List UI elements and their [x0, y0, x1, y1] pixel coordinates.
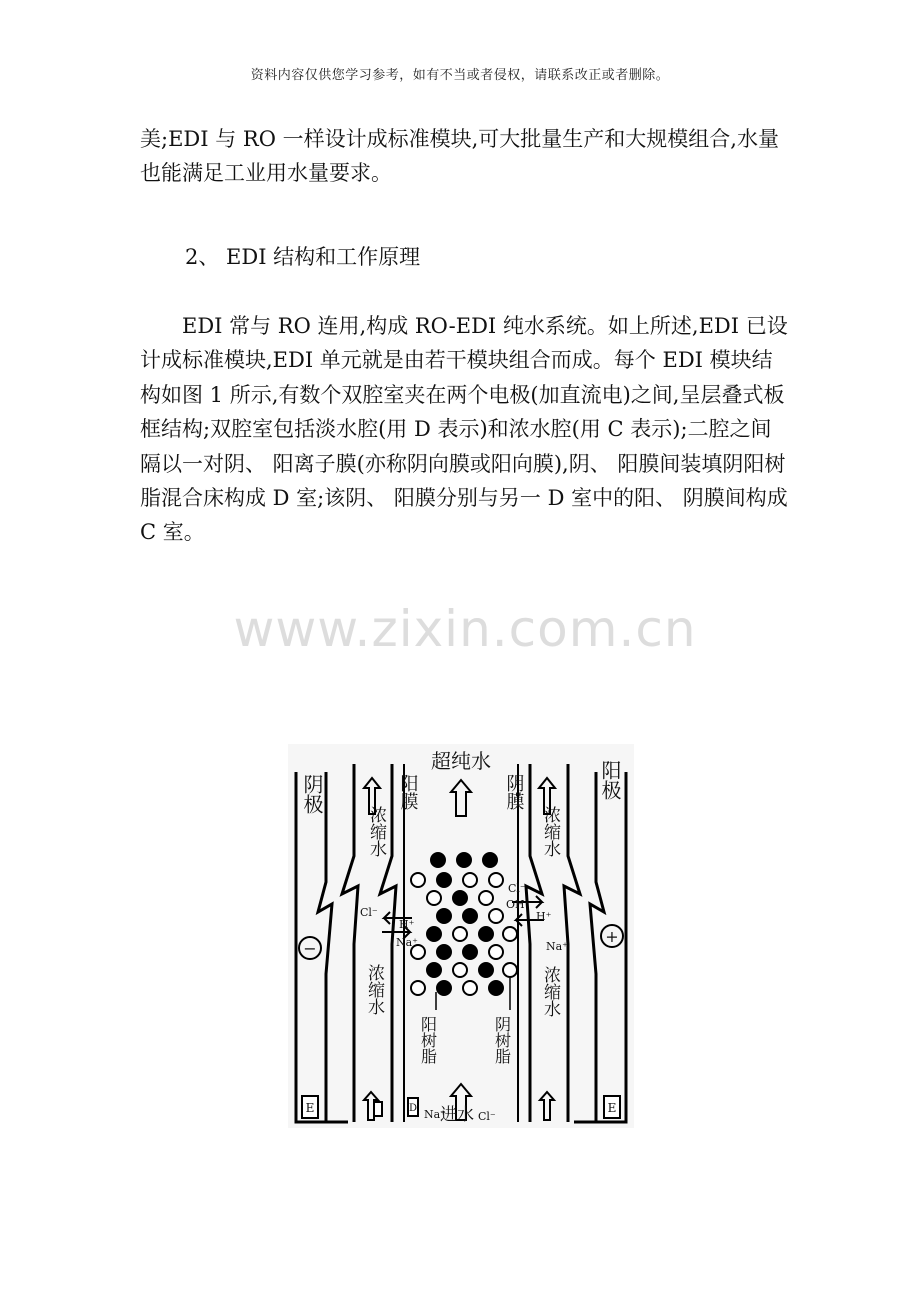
anode-label: [598, 760, 622, 800]
cathode-sign: −: [303, 939, 317, 958]
paragraph-intro: 美;EDI 与 RO 一样设计成标准模块,可大批量生产和大规模组合,水量也能满足工业用水量要求。: [140, 127, 779, 186]
feed-ion-na: Na⁺: [424, 1108, 446, 1121]
concentrate-label-right-bottom: 浓缩水: [540, 966, 560, 1017]
watermark: www.zixin.com.cn: [233, 600, 697, 658]
ultrapure-water-label: 超纯水: [431, 749, 491, 773]
dilute-chamber-box-label: D: [408, 1103, 418, 1114]
concentrate-label-left-bottom: 浓缩水: [364, 964, 384, 1015]
cation-membrane-label: 阳膜: [397, 774, 419, 810]
anion-resin-label: 阴树脂: [492, 1016, 512, 1064]
anode-sign: +: [605, 927, 619, 946]
ion-cl-left: Cl⁻: [360, 906, 378, 919]
cathode-label-text: 阴极: [300, 774, 324, 814]
cathode-label: [300, 774, 324, 814]
edi-diagram: [288, 744, 634, 1128]
concentrate-label-left-top: 浓缩水: [366, 806, 386, 857]
right-electrode-box-label: E: [607, 1101, 617, 1115]
ion-na-right: Na⁺: [546, 940, 568, 953]
small-box-left: [374, 1102, 382, 1116]
ion-oh-right: OH⁻: [506, 898, 531, 911]
feed-ion-cl: Cl⁻: [478, 1110, 496, 1123]
anion-membrane-label: 阴膜: [503, 774, 525, 810]
ion-h-right: H⁺: [536, 910, 552, 923]
ion-cl-right: Cl⁻: [508, 882, 526, 895]
ion-h-left: H⁺: [399, 918, 415, 931]
cation-resin-label: 阳树脂: [418, 1016, 438, 1064]
ion-na-left: Na⁺: [396, 936, 418, 949]
header-disclaimer: 资料内容仅供您学习参考，如有不当或者侵权，请联系改正或者删除。: [250, 68, 670, 83]
section-heading: 2、 EDI 结构和工作原理: [185, 245, 421, 269]
feed-water-label: 进水: [440, 1105, 474, 1125]
left-electrode-box-label: E: [305, 1101, 315, 1115]
concentrate-label-right-top: 浓缩水: [540, 806, 560, 857]
paragraph-structure-text: EDI 常与 RO 连用,构成 RO-EDI 纯水系统。如上所述,EDI 已设计成标准模块,EDI 单元就是由若干模块组合而成。每个 EDI 模块结构如图 1 所示,有数个双腔室夹在两个电极(加直流电)之间,呈层叠式板框结构;双腔室包括淡水腔(用 D 表示)和浓水腔(用 C 表示);二腔之间隔以一对阴、 阳离子膜(亦称阴向膜或阳向膜),阴、 阳膜间装填阴阳树脂混合床构成 D 室;该阴、 阳膜分别与另一 D 室中的阳、 阴膜间构成 C 室。: [140, 314, 788, 545]
paragraph-structure: [140, 309, 790, 550]
anode-label-text: 阳极: [598, 760, 622, 800]
